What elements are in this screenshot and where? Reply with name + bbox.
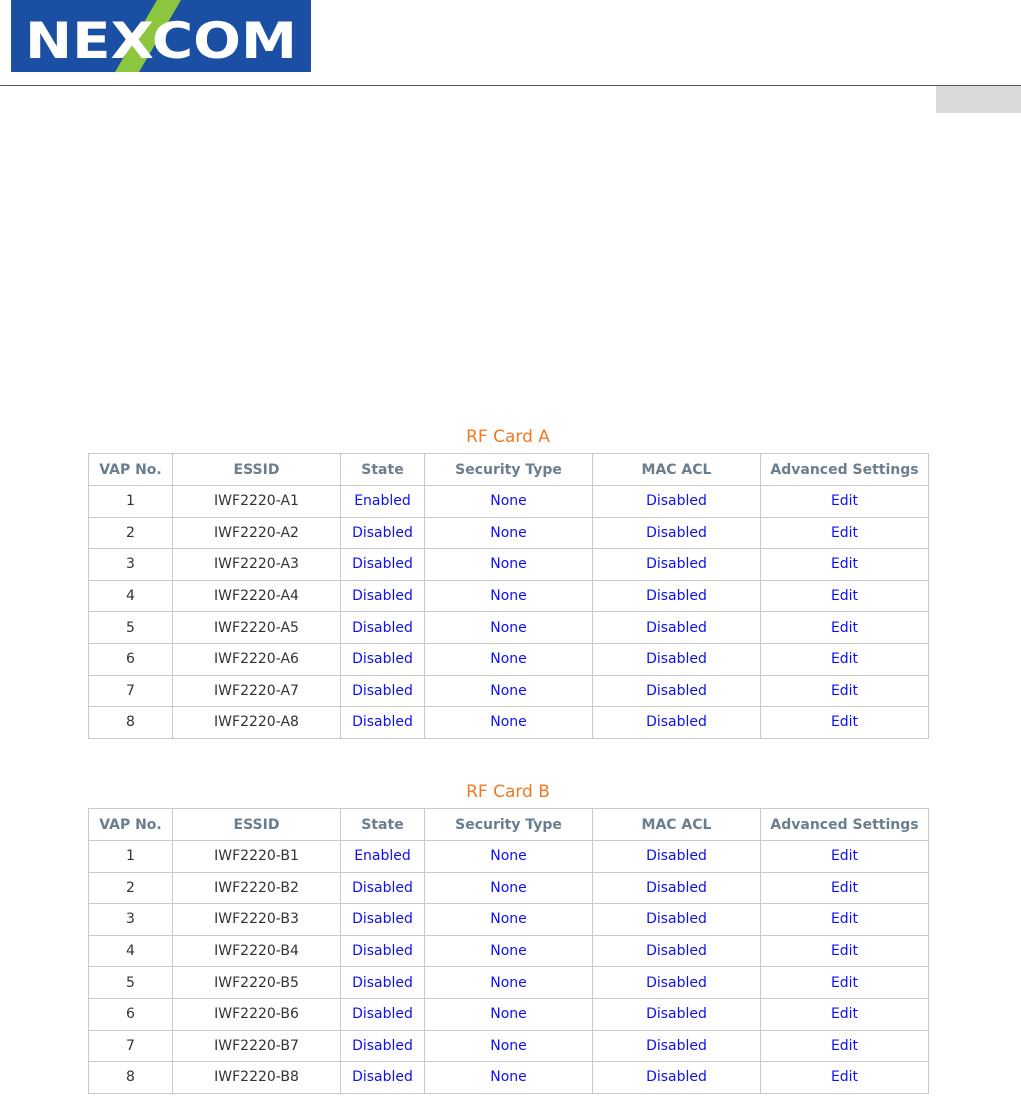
logo-text: NEXCOM [25, 12, 297, 70]
vap-number-cell: 4 [89, 580, 173, 612]
mac-acl-link[interactable]: Disabled [593, 998, 761, 1030]
state-link[interactable]: Disabled [341, 643, 425, 675]
security-type-link[interactable]: None [425, 967, 593, 999]
state-link[interactable]: Disabled [341, 967, 425, 999]
edit-advanced-link[interactable]: Edit [761, 1030, 929, 1062]
mac-acl-link[interactable]: Disabled [593, 486, 761, 518]
state-link[interactable]: Disabled [341, 1062, 425, 1094]
vap-number-cell: 3 [89, 904, 173, 936]
edit-advanced-link[interactable]: Edit [761, 967, 929, 999]
mac-acl-link[interactable]: Disabled [593, 549, 761, 581]
mac-acl-link[interactable]: Disabled [593, 612, 761, 644]
table-row [89, 904, 929, 936]
edit-advanced-link[interactable]: Edit [761, 486, 929, 518]
essid-cell: IWF2220-B7 [173, 1030, 341, 1062]
mac-acl-link[interactable]: Disabled [593, 967, 761, 999]
col-header-state: State [341, 454, 425, 486]
rf-card-a-title: RF Card A [466, 427, 550, 447]
table-row [89, 1062, 929, 1094]
table-row [89, 580, 929, 612]
edit-advanced-link[interactable]: Edit [761, 643, 929, 675]
vap-number-cell: 7 [89, 1030, 173, 1062]
mac-acl-link[interactable]: Disabled [593, 643, 761, 675]
rf-card-b-title: RF Card B [466, 782, 550, 802]
edit-advanced-link[interactable]: Edit [761, 707, 929, 739]
vap-number-cell: 2 [89, 872, 173, 904]
table-row [89, 841, 929, 873]
table-row [89, 707, 929, 739]
vap-number-cell: 5 [89, 967, 173, 999]
essid-cell: IWF2220-A5 [173, 612, 341, 644]
state-link[interactable]: Enabled [341, 486, 425, 518]
security-type-link[interactable]: None [425, 612, 593, 644]
mac-acl-link[interactable]: Disabled [593, 1062, 761, 1094]
edit-advanced-link[interactable]: Edit [761, 841, 929, 873]
security-type-link[interactable]: None [425, 549, 593, 581]
essid-cell: IWF2220-A6 [173, 643, 341, 675]
state-link[interactable]: Disabled [341, 675, 425, 707]
col-header-vap-no: VAP No. [89, 809, 173, 841]
vap-number-cell: 8 [89, 1062, 173, 1094]
essid-cell: IWF2220-A1 [173, 486, 341, 518]
edit-advanced-link[interactable]: Edit [761, 675, 929, 707]
vap-number-cell: 1 [89, 486, 173, 518]
col-header-state: State [341, 809, 425, 841]
mac-acl-link[interactable]: Disabled [593, 872, 761, 904]
state-link[interactable]: Disabled [341, 904, 425, 936]
state-link[interactable]: Disabled [341, 517, 425, 549]
table-header-row [89, 454, 929, 486]
edit-advanced-link[interactable]: Edit [761, 872, 929, 904]
table-row [89, 998, 929, 1030]
col-header-security-type: Security Type [425, 809, 593, 841]
edit-advanced-link[interactable]: Edit [761, 549, 929, 581]
table-row [89, 675, 929, 707]
rf-card-a-table [88, 453, 929, 739]
table-row [89, 872, 929, 904]
state-link[interactable]: Disabled [341, 1030, 425, 1062]
edit-advanced-link[interactable]: Edit [761, 612, 929, 644]
table-row [89, 517, 929, 549]
col-header-essid: ESSID [173, 809, 341, 841]
essid-cell: IWF2220-A3 [173, 549, 341, 581]
table-header-row [89, 809, 929, 841]
mac-acl-link[interactable]: Disabled [593, 517, 761, 549]
col-header-advanced-settings: Advanced Settings [761, 454, 929, 486]
vap-number-cell: 4 [89, 935, 173, 967]
col-header-essid: ESSID [173, 454, 341, 486]
state-link[interactable]: Disabled [341, 872, 425, 904]
essid-cell: IWF2220-A8 [173, 707, 341, 739]
mac-acl-link[interactable]: Disabled [593, 707, 761, 739]
edit-advanced-link[interactable]: Edit [761, 517, 929, 549]
table-row [89, 935, 929, 967]
header-tab-placeholder [936, 86, 1021, 113]
essid-cell: IWF2220-B3 [173, 904, 341, 936]
vap-number-cell: 7 [89, 675, 173, 707]
state-link[interactable]: Disabled [341, 935, 425, 967]
essid-cell: IWF2220-B4 [173, 935, 341, 967]
essid-cell: IWF2220-B2 [173, 872, 341, 904]
essid-cell: IWF2220-B8 [173, 1062, 341, 1094]
security-type-link[interactable]: None [425, 841, 593, 873]
state-link[interactable]: Disabled [341, 580, 425, 612]
vap-number-cell: 6 [89, 998, 173, 1030]
edit-advanced-link[interactable]: Edit [761, 1062, 929, 1094]
state-link[interactable]: Enabled [341, 841, 425, 873]
security-type-link[interactable]: None [425, 904, 593, 936]
essid-cell: IWF2220-B6 [173, 998, 341, 1030]
mac-acl-link[interactable]: Disabled [593, 935, 761, 967]
table-row [89, 549, 929, 581]
security-type-link[interactable]: None [425, 1062, 593, 1094]
security-type-link[interactable]: None [425, 517, 593, 549]
security-type-link[interactable]: None [425, 643, 593, 675]
edit-advanced-link[interactable]: Edit [761, 904, 929, 936]
edit-advanced-link[interactable]: Edit [761, 580, 929, 612]
security-type-link[interactable]: None [425, 935, 593, 967]
col-header-advanced-settings: Advanced Settings [761, 809, 929, 841]
security-type-link[interactable]: None [425, 998, 593, 1030]
table-row [89, 967, 929, 999]
vap-number-cell: 8 [89, 707, 173, 739]
essid-cell: IWF2220-A2 [173, 517, 341, 549]
security-type-link[interactable]: None [425, 580, 593, 612]
mac-acl-link[interactable]: Disabled [593, 675, 761, 707]
nexcom-logo-graphic [11, 0, 311, 72]
table-row [89, 612, 929, 644]
vap-number-cell: 1 [89, 841, 173, 873]
state-link[interactable]: Disabled [341, 998, 425, 1030]
col-header-vap-no: VAP No. [89, 454, 173, 486]
rf-card-b-table [88, 808, 929, 1094]
essid-cell: IWF2220-B1 [173, 841, 341, 873]
table-row [89, 1030, 929, 1062]
mac-acl-link[interactable]: Disabled [593, 904, 761, 936]
mac-acl-link[interactable]: Disabled [593, 1030, 761, 1062]
mac-acl-link[interactable]: Disabled [593, 841, 761, 873]
mac-acl-link[interactable]: Disabled [593, 580, 761, 612]
essid-cell: IWF2220-A7 [173, 675, 341, 707]
table-row [89, 643, 929, 675]
nexcom-logo [11, 0, 311, 72]
col-header-mac-acl: MAC ACL [593, 454, 761, 486]
security-type-link[interactable]: None [425, 1030, 593, 1062]
col-header-mac-acl: MAC ACL [593, 809, 761, 841]
security-type-link[interactable]: None [425, 486, 593, 518]
edit-advanced-link[interactable]: Edit [761, 935, 929, 967]
state-link[interactable]: Disabled [341, 612, 425, 644]
table-row [89, 486, 929, 518]
col-header-security-type: Security Type [425, 454, 593, 486]
state-link[interactable]: Disabled [341, 707, 425, 739]
header-divider [0, 85, 1021, 86]
vap-number-cell: 6 [89, 643, 173, 675]
vap-number-cell: 2 [89, 517, 173, 549]
security-type-link[interactable]: None [425, 675, 593, 707]
security-type-link[interactable]: None [425, 872, 593, 904]
essid-cell: IWF2220-A4 [173, 580, 341, 612]
essid-cell: IWF2220-B5 [173, 967, 341, 999]
vap-number-cell: 3 [89, 549, 173, 581]
edit-advanced-link[interactable]: Edit [761, 998, 929, 1030]
vap-number-cell: 5 [89, 612, 173, 644]
state-link[interactable]: Disabled [341, 549, 425, 581]
security-type-link[interactable]: None [425, 707, 593, 739]
